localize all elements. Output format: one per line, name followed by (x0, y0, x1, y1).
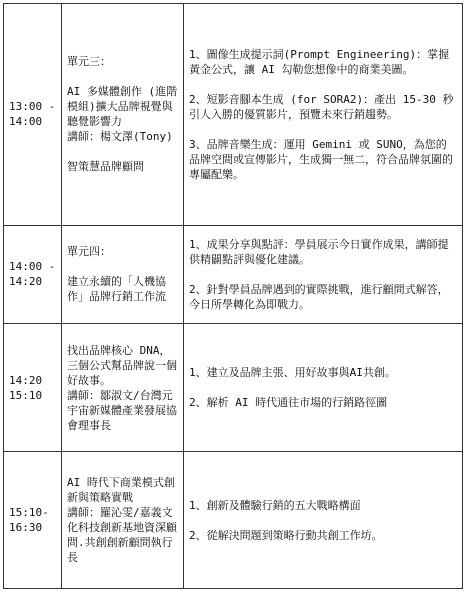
session-description (184, 324, 463, 452)
description-item: 2、針對學員品牌遇到的實際挑戰，進行顧問式解答，今日所學轉化為即戰力。 (189, 282, 449, 311)
description-item: 1、圖像生成提示詞(Prompt Engineering)：掌握黃金公式，讓 AI 勾勒您想像中的商業美圖。 (189, 47, 450, 76)
time-slot: 14:20 15:10 (4, 324, 62, 452)
session-description (184, 225, 463, 324)
time-slot: 15:10- 16:30 (4, 452, 62, 589)
session-info (62, 225, 184, 324)
time-slot: 13:00 - 14:00 (4, 4, 62, 226)
session-info (62, 4, 184, 226)
schedule-row (4, 4, 463, 226)
description-item: 2、解析 AI 時代通往市場的行銷路徑圖 (189, 396, 388, 410)
session-line: 講師：楊文澤(Tony) (67, 130, 173, 144)
session-description (184, 4, 463, 226)
line-gap (67, 259, 178, 274)
session-line: 講師：鄒淑文/台灣元宇宙新媒體產業發展協會理事長 (67, 388, 177, 432)
time-slot: 14:00 - 14:20 (4, 225, 62, 324)
session-line: AI 多媒體創作 (進階模組)擴大品牌視覺與聽覺影響力 (67, 85, 178, 129)
session-description (184, 452, 463, 589)
session-line: 智策慧品牌顧問 (67, 160, 144, 174)
schedule-body (4, 4, 463, 589)
session-line: 單元三： (67, 55, 111, 69)
description-item: 2、短影音腳本生成 (for SORA2)：產出 15-30 秒引人入勝的優質影片，預覽未來行銷趨勢。 (189, 92, 454, 121)
schedule-table (3, 3, 463, 589)
session-info (62, 324, 184, 452)
session-line: 單元四： (67, 245, 111, 259)
schedule-row (4, 324, 463, 452)
session-line: 建立永續的「人機協作」品牌行銷工作流 (67, 275, 166, 304)
session-info (62, 452, 184, 589)
line-gap (67, 144, 178, 159)
session-line: AI 時代下商業模式創新與策略實戰 (67, 476, 175, 505)
schedule-row (4, 225, 463, 324)
session-line: 講師：羅沁雯/嘉義文化科技創新基地資深顧問.共創創新顧問執行長 (67, 506, 177, 565)
schedule-row (4, 452, 463, 589)
description-item: 1、創新及體驗行銷的五大戰略構面 (189, 498, 361, 512)
description-item: 2、從解決問題到策略行動共創工作坊。 (189, 528, 383, 542)
session-line: 找出品牌核心 DNA，三個公式幫品牌說一個好故事。 (67, 343, 177, 387)
description-item: 3、品牌音樂生成：運用 Gemini 或 SUNO，為您的品牌空間或宣傳影片，生成獨一無二，符合品牌氛圍的專屬配樂。 (189, 137, 453, 181)
line-gap (67, 69, 178, 84)
description-item: 1、成果分享與點評：學員展示今日實作成果，講師提供精闢點評與優化建議。 (189, 237, 449, 266)
description-item: 1、建立及品牌主張、用好故事與AI共創。 (189, 366, 396, 380)
